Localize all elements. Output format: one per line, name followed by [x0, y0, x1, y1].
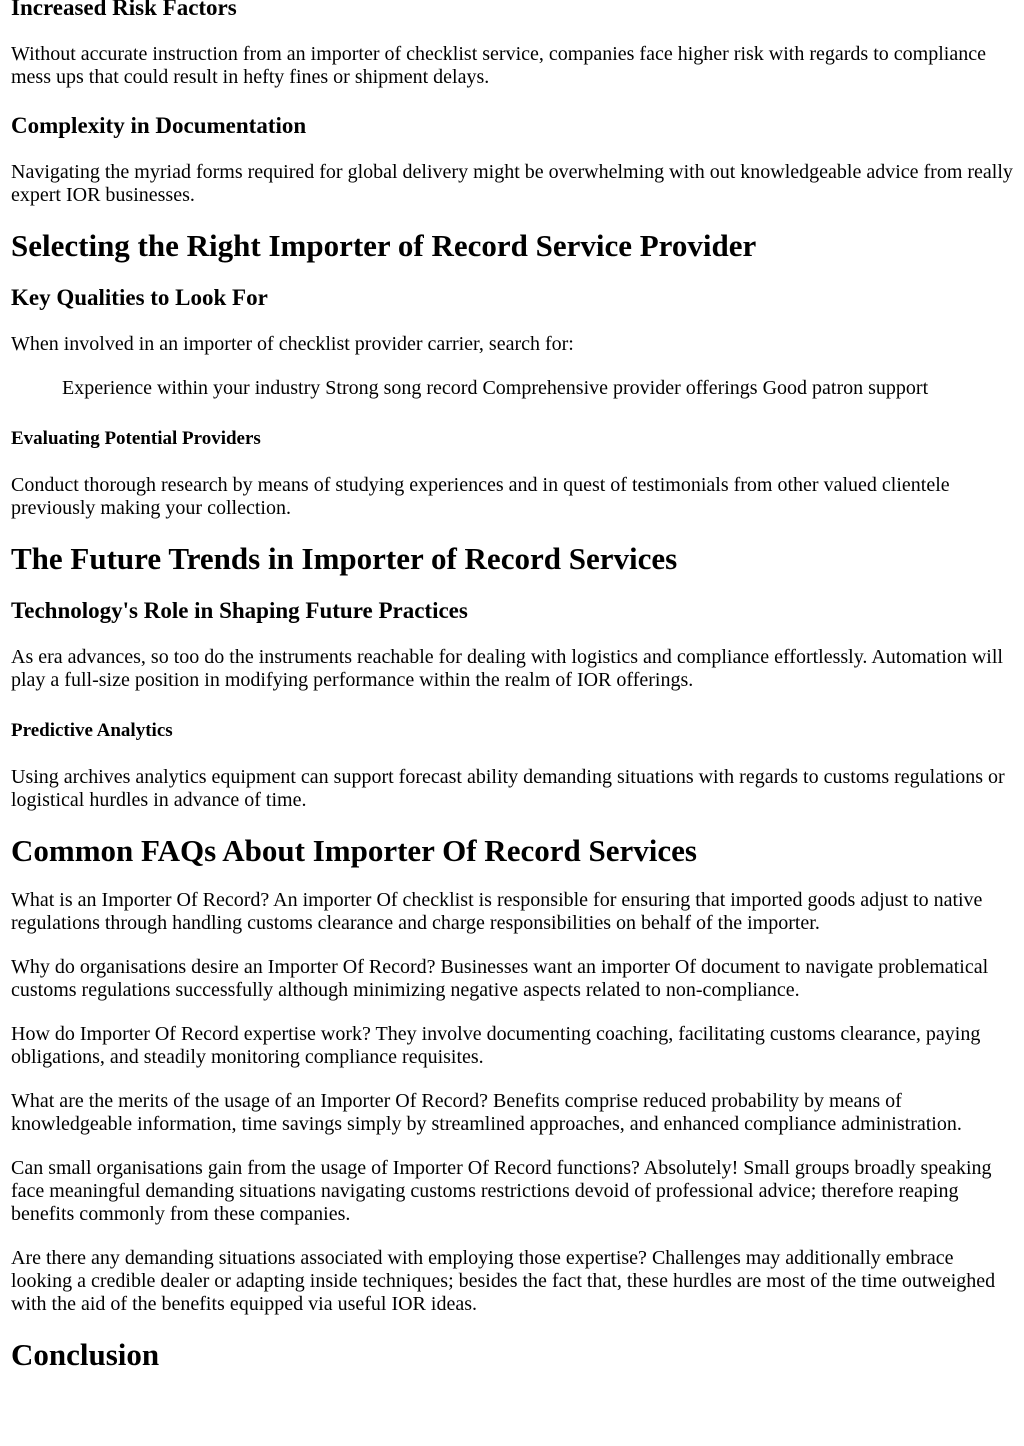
faq-item: Why do organisations desire an Importer Of Record? Businesses want an importer Of document to navigate problematical customs regulations successfully although minimizing negative aspects related to non-compliance. [11, 956, 989, 1001]
faq-item: What are the merits of the usage of an Importer Of Record? Benefits comprise reduced probability by means of knowledgeable information, time savings simply by streamlined approaches, and enhanced compliance administration. [11, 1090, 962, 1135]
faq-item: What is an Importer Of Record? An importer Of checklist is responsible for ensuring that imported goods adjust to native regulations through handling customs clearance and charge responsibilities on behalf of the importer. [11, 889, 983, 934]
heading-common-faqs: Common FAQs About Importer Of Record Services [11, 833, 697, 868]
paragraph-evaluating-providers: Conduct thorough research by means of studying experiences and in quest of testimonials from other valued clientele previously making your collection. [11, 474, 950, 519]
article-body [11, 0, 1015, 1373]
paragraph-predictive-analytics: Using archives analytics equipment can support forecast ability demanding situations with regards to customs regulations or logistical hurdles in advance of time. [11, 766, 1005, 811]
heading-evaluating-providers: Evaluating Potential Providers [11, 428, 261, 449]
heading-technology-role: Technology's Role in Shaping Future Practices [11, 598, 468, 623]
heading-increased-risk-factors: Increased Risk Factors [11, 0, 237, 20]
paragraph-complexity: Navigating the myriad forms required for global delivery might be overwhelming with out knowledgeable advice from really expert IOR businesses. [11, 161, 1013, 206]
paragraph-key-qualities: When involved in an importer of checklist provider carrier, search for: [11, 333, 574, 355]
heading-selecting-provider: Selecting the Right Importer of Record Service Provider [11, 228, 757, 263]
quote-key-qualities: Experience within your industry Strong song record Comprehensive provider offerings Good patron support [62, 377, 929, 399]
faq-item: Are there any demanding situations associated with employing those expertise? Challenges may additionally embrace looking a credible dealer or adapting inside techniques; besides the fact that, these hurdles are most of the time outweighed with the aid of the benefits equipped via useful IOR ideas. [11, 1247, 996, 1315]
paragraph-technology-role: As era advances, so too do the instruments reachable for dealing with logistics and compliance effortlessly. Automation will play a full-size position in modifying performance within the realm of IOR offerings. [11, 646, 1003, 691]
heading-complexity-in-documentation: Complexity in Documentation [11, 113, 307, 138]
heading-predictive-analytics: Predictive Analytics [11, 720, 173, 741]
paragraph-increased-risk: Without accurate instruction from an importer of checklist service, companies face higher risk with regards to compliance mess ups that could result in hefty fines or shipment delays. [11, 43, 986, 88]
heading-future-trends: The Future Trends in Importer of Record Services [11, 541, 678, 576]
faq-item: Can small organisations gain from the usage of Importer Of Record functions? Absolutely! Small groups broadly speaking face meaningful demanding situations navigating customs restrictions devoid of professional advice; therefore reaping benefits commonly from these companies. [11, 1157, 992, 1225]
faq-item: How do Importer Of Record expertise work? They involve documenting coaching, facilitating customs clearance, paying obligations, and steadily monitoring compliance requisites. [11, 1023, 981, 1068]
heading-key-qualities: Key Qualities to Look For [11, 285, 268, 310]
heading-conclusion: Conclusion [11, 1337, 160, 1372]
